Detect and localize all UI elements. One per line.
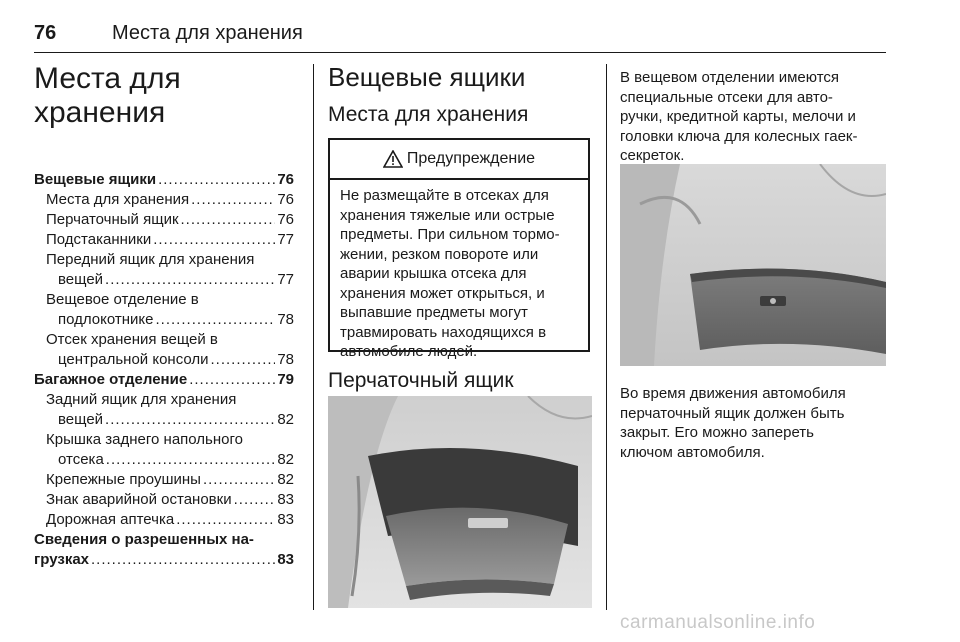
toc-entry-line: Передний ящик для хранения <box>46 251 255 268</box>
section-title: Вещевые ящики <box>328 62 526 92</box>
page-header <box>34 22 886 53</box>
toc-entry[interactable]: Багажное отделение ..... 79 <box>34 370 294 390</box>
toc-entry[interactable]: Перчаточный ящик ..... 76 <box>34 210 294 230</box>
toc-entry-line: Отсек хранения вещей в <box>46 331 218 348</box>
glovebox-title: Перчаточный ящик <box>328 369 514 392</box>
column-divider <box>606 64 607 610</box>
warning-header <box>330 140 588 180</box>
watermark: carmanualsonline.info <box>620 612 816 633</box>
toc-entry[interactable]: вещей ..... 82 <box>34 410 294 430</box>
toc-entry[interactable]: центральной консоли ..... 78 <box>34 350 294 370</box>
toc-entry[interactable]: подлокотнике ..... 78 <box>34 310 294 330</box>
glovebox-open-photo <box>328 396 592 608</box>
toc-entry[interactable]: грузках ..... 83 <box>34 550 294 570</box>
section-header <box>328 62 592 128</box>
warning-label: Предупреждение <box>406 150 536 167</box>
table-of-contents <box>34 170 294 570</box>
toc-entry[interactable]: Знак аварийной остановки ..... 83 <box>34 490 294 510</box>
toc-entry[interactable]: Дорожная аптечка ..... 83 <box>34 510 294 530</box>
glovebox-closed-photo <box>620 164 886 366</box>
page-number: 76 <box>34 22 57 44</box>
toc-entry-line: Крышка заднего напольного <box>46 431 243 448</box>
toc-entry-line: Сведения о разрешенных на- <box>34 531 254 548</box>
section-subtitle: Места для хранения <box>328 103 529 126</box>
toc-entry-line: Вещевое отделение в <box>46 291 199 308</box>
toc-entry[interactable]: Вещевые ящики ..... 76 <box>34 170 294 190</box>
intro-paragraph: В вещевом отделении имеются специальные отсеки для авто- ручки, кредитной карты, мелочи и головки ключа для колесных гаек- секреток. <box>620 69 858 164</box>
warning-triangle-icon <box>383 150 403 168</box>
toc-entry[interactable]: Места для хранения ..... 76 <box>34 190 294 210</box>
warning-text: Не размещайте в отсеках для хранения тяжелые или острые предметы. При сильном тормо- жении, резком повороте или аварии крышка отсека для хранения может открыться, и выпавшие предметы могут травмировать находящихся в автомобиле людей. <box>340 187 560 360</box>
toc-entry[interactable]: Подстаканники ..... 77 <box>34 230 294 250</box>
chapter-title: Места для хранения <box>34 62 181 129</box>
running-title: Места для хранения <box>112 22 303 44</box>
warning-box <box>328 138 590 360</box>
driving-paragraph: Во время движения автомобиля перчаточный ящик должен быть закрыт. Его можно запереть ключом автомобиля. <box>620 385 846 461</box>
toc-entry[interactable]: отсека ..... 82 <box>34 450 294 470</box>
toc-entry[interactable]: вещей ..... 77 <box>34 270 294 290</box>
column-divider <box>313 64 314 610</box>
toc-entry-line: Задний ящик для хранения <box>46 391 237 408</box>
toc-entry[interactable]: Крепежные проушины ..... 82 <box>34 470 294 490</box>
